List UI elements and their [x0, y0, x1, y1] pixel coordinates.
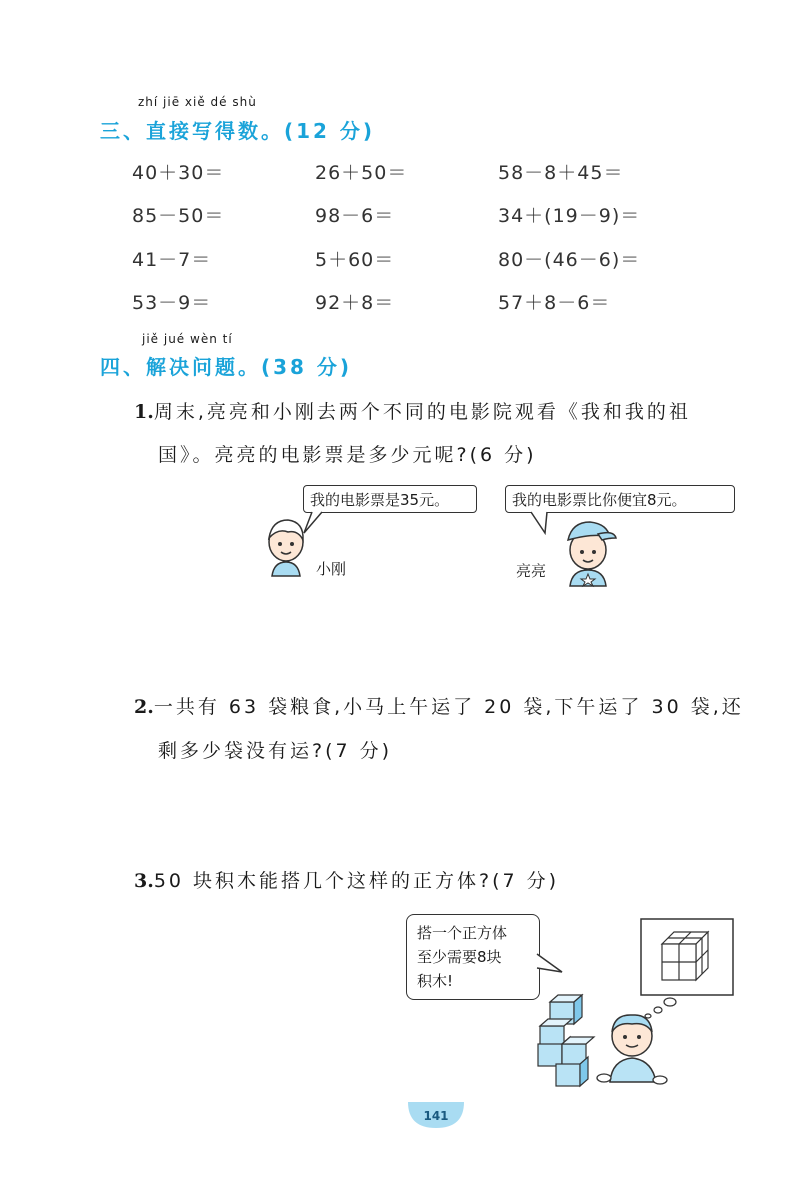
- section4-pinyin: jiě jué wèn tí: [142, 332, 233, 346]
- section4-title: 四、解决问题。(38 分): [100, 355, 353, 379]
- expr-4-1: 53－9＝: [132, 292, 212, 314]
- building-blocks-icon: [530, 992, 598, 1088]
- expr-3-2: 5＋60＝: [315, 249, 395, 271]
- q2-line1: [134, 692, 744, 719]
- name-liangliang: 亮亮: [516, 562, 547, 580]
- q3-bubble-tail: [536, 950, 566, 980]
- boy-xiaogang-icon: [262, 510, 312, 580]
- q3-number: 3.: [134, 870, 154, 892]
- expr-2-1: 85－50＝: [132, 205, 225, 227]
- expr-1-1: 40＋30＝: [132, 162, 225, 184]
- q1-number: 1.: [134, 401, 154, 423]
- page-number: 141: [423, 1109, 449, 1123]
- q3-text-1: 50 块积木能搭几个这样的正方体?(7 分): [153, 870, 560, 892]
- cube-thought-box-icon: [640, 918, 736, 998]
- section3-pinyin: zhí jiē xiě dé shù: [138, 95, 257, 109]
- expr-1-3: 58－8＋45＝: [498, 162, 624, 184]
- expr-2-3: 34＋(19－9)＝: [498, 205, 641, 227]
- q2-text-1: 一共有 63 袋粮食,小马上午运了 20 袋,下午运了 30 袋,还: [153, 696, 744, 718]
- expr-3-3: 80－(46－6)＝: [498, 249, 641, 271]
- expr-3-1: 41－7＝: [132, 249, 212, 271]
- expr-4-3: 57＋8－6＝: [498, 292, 611, 314]
- q1-text-1: 周末,亮亮和小刚去两个不同的电影院观看《我和我的祖: [153, 401, 691, 423]
- boy-liangliang-icon: [558, 512, 618, 588]
- q3-bubble-line-2: 至少需要8块: [417, 948, 502, 966]
- expr-2-2: 98－6＝: [315, 205, 395, 227]
- name-xiaogang: 小刚: [316, 560, 347, 578]
- liangliang-bubble-tail: [525, 511, 555, 535]
- xiaogang-speech-bubble: 我的电影票是35元。: [303, 485, 477, 513]
- child-icon: [596, 1008, 668, 1088]
- q2-number: 2.: [134, 696, 154, 718]
- q1-line1: [134, 397, 691, 424]
- liangliang-speech-bubble: 我的电影票比你便宜8元。: [505, 485, 735, 513]
- q3-bubble-line-1: 搭一个正方体: [417, 924, 508, 942]
- expr-4-2: 92＋8＝: [315, 292, 395, 314]
- q2-line2: 剩多少袋没有运?(7 分): [158, 740, 393, 762]
- q3-speech-bubble: [406, 914, 540, 1000]
- q1-line2: 国》。亮亮的电影票是多少元呢?(6 分): [158, 444, 537, 466]
- expr-1-2: 26＋50＝: [315, 162, 408, 184]
- section3-title: 三、直接写得数。(12 分): [100, 119, 376, 143]
- q3-line1: [134, 866, 559, 893]
- q3-bubble-line-3: 积木!: [417, 972, 454, 990]
